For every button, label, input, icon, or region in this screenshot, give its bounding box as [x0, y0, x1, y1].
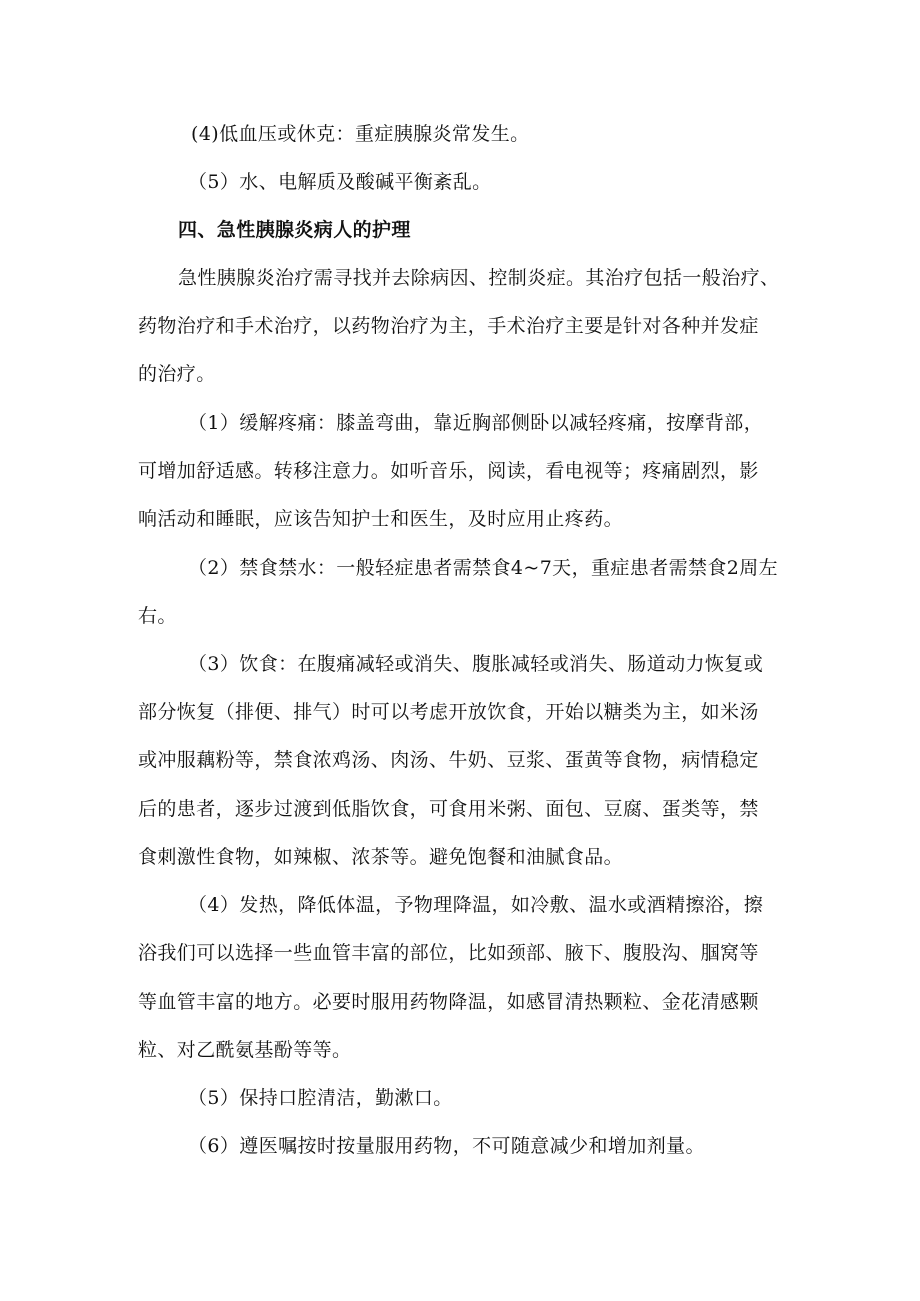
- text-line: （2）禁食禁水：一般轻症患者需禁食4~7天，重症患者需禁食2周左: [188, 557, 779, 579]
- text-line: 或冲服藕粉等，禁食浓鸡汤、肉汤、牛奶、豆浆、蛋黄等食物，病情稳定: [138, 749, 759, 771]
- text-line: （4）发热，降低体温，予物理降温，如冷敷、温水或酒精擦浴，擦: [188, 894, 764, 916]
- text-line: （6）遵医嘱按时按量服用药物，不可随意减少和增加剂量。: [188, 1135, 705, 1157]
- text-line: 响活动和睡眠，应该告知护士和医生，及时应用止疼药。: [138, 508, 624, 530]
- text-line: （5）水、电解质及酸碱平衡紊乱。: [188, 171, 492, 193]
- text-line: (4)低血压或休克：重症胰腺炎常发生。: [191, 123, 530, 145]
- text-line: 部分恢复（排便、排气）时可以考虑开放饮食，开始以糖类为主，如米汤: [138, 701, 759, 723]
- text-line: 浴我们可以选择一些血管丰富的部位，比如颈部、腋下、腹股沟、腘窝等: [138, 942, 759, 964]
- text-line: 药物治疗和手术治疗，以药物治疗为主，手术治疗主要是针对各种并发症: [138, 315, 759, 337]
- text-line: 后的患者，逐步过渡到低脂饮食，可食用米粥、面包、豆腐、蛋类等，禁: [138, 798, 759, 820]
- text-line: 的治疗。: [138, 363, 216, 385]
- text-line: （1）缓解疼痛：膝盖弯曲，靠近胸部侧卧以减轻疼痛，按摩背部，: [188, 412, 764, 434]
- text-line: 右。: [138, 605, 177, 627]
- text-line: 粒、对乙酰氨基酚等等。: [138, 1039, 352, 1061]
- text-line: 食刺激性食物，如辣椒、浓茶等。避免饱餐和油腻食品。: [138, 846, 624, 868]
- text-line: （3）饮食：在腹痛减轻或消失、腹胀减轻或消失、肠道动力恢复或: [188, 653, 764, 675]
- text-line: 可增加舒适感。转移注意力。如听音乐，阅读，看电视等；疼痛剧烈，影: [138, 460, 759, 482]
- text-line: 急性胰腺炎治疗需寻找并去除病因、控制炎症。其治疗包括一般治疗、: [178, 267, 780, 289]
- text-line: 等血管丰富的地方。必要时服用药物降温，如感冒清热颗粒、金花清感颗: [138, 991, 759, 1013]
- section-heading: 四、急性胰腺炎病人的护理: [178, 219, 411, 241]
- text-line: （5）保持口腔清洁，勤漱口。: [188, 1087, 453, 1109]
